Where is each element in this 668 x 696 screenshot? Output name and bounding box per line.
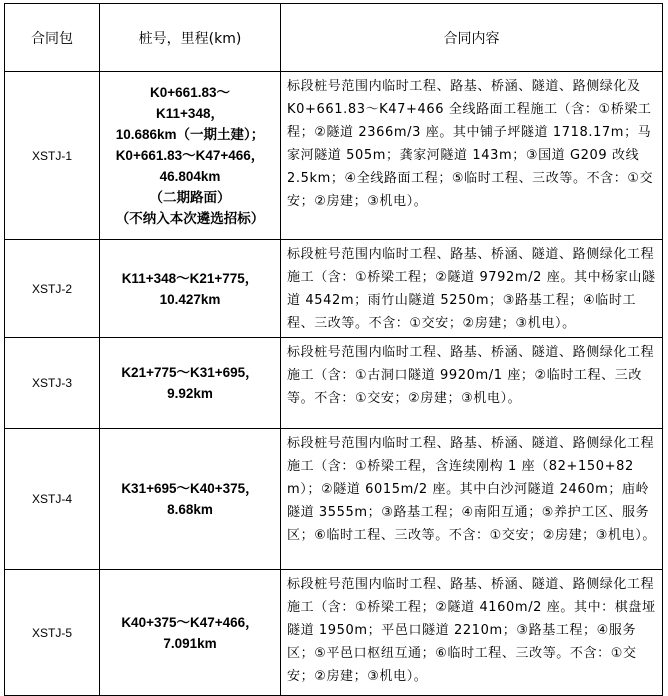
content-cell: 标段桩号范围内临时工程、路基、桥涵、隧道、路侧绿化工程施工（含：①桥梁工程；②隧道 4160m/2 座。其中：棋盘垭隧道 1950m；平邑口隧道 2210m；③路基工程；④服务区；⑤平邑口枢纽互通；⑥临时工程、三改等。不含：①交安；②房建；③机电）。 bbox=[281, 570, 663, 696]
pile-line: 8.68km bbox=[167, 502, 213, 517]
table-row bbox=[5, 338, 663, 429]
package-cell: XSTJ-2 bbox=[5, 240, 100, 338]
pile-line: K11+348～K21+775， bbox=[121, 270, 259, 286]
table-row bbox=[5, 570, 663, 696]
pile-line: K0+661.83～K47+466， bbox=[115, 148, 265, 163]
pile-cell bbox=[100, 72, 281, 240]
package-cell: XSTJ-5 bbox=[5, 570, 100, 696]
table-row bbox=[5, 429, 663, 570]
pile-cell bbox=[100, 240, 281, 338]
table-row bbox=[5, 72, 663, 240]
content-cell: 标段桩号范围内临时工程、路基、桥涵、隧道、路侧绿化工程施工（含：①桥梁工程；②隧道 9792m/2 座。其中杨家山隧道 4542m；雨竹山隧道 5250m；③路基工程；④临时工程、三改等。不含：①交安；②房建；③机电）。 bbox=[281, 240, 663, 338]
pile-line: 9.92km bbox=[167, 386, 213, 401]
header-pile: 桩号，里程(km) bbox=[100, 4, 281, 72]
package-cell: XSTJ-1 bbox=[5, 72, 100, 240]
pile-line: 10.427km bbox=[159, 291, 221, 307]
pile-line: 7.091km bbox=[163, 635, 217, 651]
pile-line: K11+348， bbox=[156, 106, 224, 121]
package-cell: XSTJ-3 bbox=[5, 338, 100, 429]
pile-line: K0+661.83～ bbox=[150, 85, 230, 100]
pile-cell bbox=[100, 338, 281, 429]
pile-line: （不纳入本次遴选招标） bbox=[115, 211, 265, 226]
pile-line: K40+375～K47+466， bbox=[121, 614, 259, 630]
pile-line: K31+695～K40+375， bbox=[121, 481, 259, 496]
pile-line: 46.804km bbox=[159, 169, 221, 184]
header-row bbox=[5, 4, 663, 72]
table-row bbox=[5, 240, 663, 338]
pile-line: （二期路面） bbox=[149, 190, 231, 205]
content-cell: 标段桩号范围内临时工程、路基、桥涵、隧道、路侧绿化及 K0+661.83～K47+466 全线路面工程施工（含：①桥梁工程；②隧道 2366m/3 座。其中铺子坪隧道 1718.17m；马家河隧道 505m；龚家河隧道 143m；③国道 G209 改线 2.5km；④全线路面工程；⑤临时工程、三改等。不含：①交安；②房建；③机电）。 bbox=[281, 72, 663, 240]
content-cell: 标段桩号范围内临时工程、路基、桥涵、隧道、路侧绿化工程施工（含：①古洞口隧道 9920m/1 座；②临时工程、三改等。不含：①交安；②房建；③机电）。 bbox=[281, 338, 663, 429]
pile-cell bbox=[100, 429, 281, 570]
pile-cell bbox=[100, 570, 281, 696]
pile-line: 10.686km（一期土建）； bbox=[115, 127, 265, 142]
content-cell: 标段桩号范围内临时工程、路基、桥涵、隧道、路侧绿化工程施工（含：①桥梁工程，含连续刚构 1 座（82+150+82 m）；②隧道 6015m/2 座。其中白沙河隧道 2460m；庙岭隧道 3555m；③路基工程；④南阳互通；⑤养护工区、服务区；⑥临时工程、三改等。不含：①交安；②房建；③机电）。 bbox=[281, 429, 663, 570]
header-package: 合同包 bbox=[5, 4, 100, 72]
package-cell: XSTJ-4 bbox=[5, 429, 100, 570]
header-content: 合同内容 bbox=[281, 4, 663, 72]
contract-table bbox=[4, 3, 663, 696]
pile-line: K21+775～K31+695， bbox=[121, 365, 259, 380]
